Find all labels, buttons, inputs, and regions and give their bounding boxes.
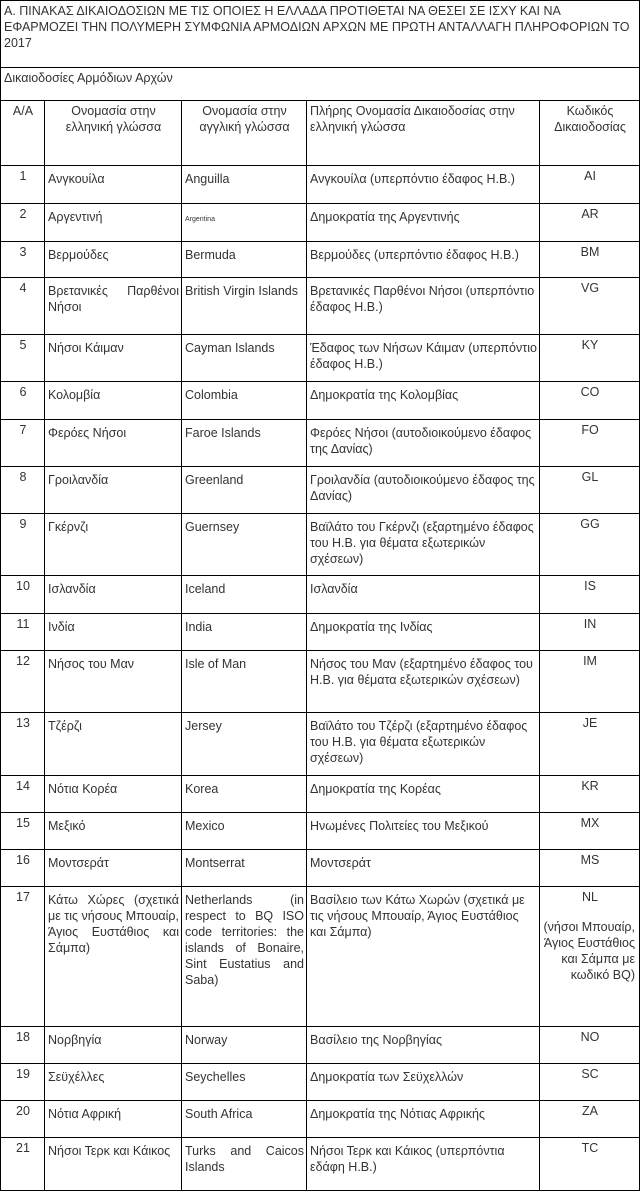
row-code [540,614,640,651]
row-full-name-text: Δημοκρατία της Ινδίας [310,620,433,634]
row-greek-name [45,514,182,576]
row-code-text: IS [584,579,596,593]
row-full-name [307,651,540,713]
row-code [540,713,640,776]
table-row [1,614,640,651]
row-full-name-text: Βαϊλάτο του Γκέρνζι (εξαρτημένο έδαφος του Η.Β. για θέματα εξωτερικών σχέσεων) [310,520,534,566]
row-greek-name [45,813,182,850]
row-greek-name-text: Νορβηγία [48,1033,102,1047]
row-english-name [182,887,307,1027]
row-english-name-text: Faroe Islands [185,426,261,440]
row-english-name-text: Greenland [185,473,244,487]
row-english-name-text: Argentina [185,216,215,223]
row-num-text: 8 [19,470,27,484]
row-english-name [182,420,307,467]
row-greek-name [45,242,182,278]
row-full-name [307,614,540,651]
row-full-name [307,1101,540,1138]
row-code-text: FO [581,423,599,437]
row-english-name-text: British Virgin Islands [185,284,299,298]
row-full-name [307,887,540,1027]
row-num [1,166,45,204]
row-code [540,278,640,335]
row-greek-name [45,776,182,813]
row-num-text: 12 [16,654,30,668]
row-num-text: 17 [16,890,30,904]
row-full-name-text: Δημοκρατία της Νότιας Αφρικής [310,1107,485,1121]
row-code-text: SC [581,1067,599,1081]
row-english-name [182,576,307,614]
row-english-name [182,335,307,382]
row-num-text: 3 [19,245,27,259]
row-english-name-text: Jersey [185,719,222,733]
row-greek-name [45,382,182,420]
row-greek-name-text: Φερόες Νήσοι [48,426,127,440]
header-english-name: Ονομασία στην αγγλική γλώσσα [182,101,307,166]
row-english-name [182,651,307,713]
row-full-name-text: Μοντσεράτ [310,856,371,870]
row-full-name [307,1138,540,1191]
row-full-name-text: Δημοκρατία της Κορέας [310,782,441,796]
row-full-name-text: Ηνωμένες Πολιτείες του Μεξικού [310,819,489,833]
row-code [540,850,640,887]
row-full-name [307,776,540,813]
row-code-text: KR [581,779,599,793]
row-full-name [307,813,540,850]
row-code [540,335,640,382]
row-full-name-text: Βρετανικές Παρθένοι Νήσοι (υπερπόντιο έδαφος Η.Β.) [310,284,535,314]
row-greek-name-text: Αργεντινή [48,210,103,224]
header-greek-name: Ονομασία στην ελληνική γλώσσα [45,101,182,166]
row-code [540,242,640,278]
row-full-name-text: Βαϊλάτο του Τζέρζι (εξαρτημένο έδαφος του Η.Β. για θέματα εξωτερικών σχέσεων) [310,719,528,765]
row-full-name [307,1064,540,1101]
row-code-text: VG [580,281,600,295]
row-num [1,335,45,382]
row-full-name [307,1027,540,1064]
row-full-name [307,242,540,278]
row-num-text: 9 [19,517,27,531]
row-num [1,242,45,278]
row-code [540,887,640,1027]
row-full-name [307,204,540,242]
row-code-text: MX [580,816,600,830]
row-greek-name [45,887,182,1027]
table-row [1,204,640,242]
row-code-text: NO [580,1030,600,1044]
row-full-name-text: Βερμούδες (υπερπόντιο έδαφος Η.Β.) [310,248,519,262]
row-num [1,420,45,467]
row-greek-name-text: Γροιλανδία [48,473,109,487]
row-english-name-text: Netherlands (in respect to BQ ISO code territories: the islands of Bonaire, Sint Eustatius and Saba) [185,893,304,987]
row-greek-name [45,651,182,713]
row-greek-name [45,1101,182,1138]
subtitle-row [1,68,640,101]
row-english-name [182,1064,307,1101]
row-full-name-text: Βασίλειο των Κάτω Χωρών (σχετικά με τις νήσους Μπουαίρ, Άγιος Ευστάθιος και Σάμπα) [310,893,525,939]
row-code-text: JE [582,716,598,730]
row-num-text: 7 [19,423,27,437]
table-row [1,278,640,335]
header-full-name: Πλήρης Ονομασία Δικαιοδοσίας στην ελληνική γλώσσα [307,101,540,166]
row-code-text: MS [580,853,600,867]
row-num-text: 4 [19,281,27,295]
row-english-name-text: Cayman Islands [185,341,275,355]
row-greek-name-text: Νήσοι Κάιμαν [48,341,124,355]
row-code-text: KY [581,338,599,352]
row-english-name-text: Mexico [185,819,225,833]
row-num-text: 14 [16,779,30,793]
document-title: Α. ΠΙΝΑΚΑΣ ΔΙΚΑΙΟΔΟΣΙΩΝ ΜΕ ΤΙΣ ΟΠΟΙΕΣ Η ΕΛΛΑΔΑ ΠΡΟΤΙΘΕΤΑΙ ΝΑ ΘΕΣΕΙ ΣΕ ΙΣΧΥ ΚΑΙ ΝΑ ΕΦΑΡΜΟΖΕΙ ΤΗΝ ΠΟΛΥΜΕΡΗ ΣΥΜΦΩΝΙΑ ΑΡΜΟΔΙΩΝ ΑΡΧΩΝ ΜΕ ΠΡΩΤΗ ΑΝΤΑΛΛΑΓΗ ΠΛΗΡΟΦΟΡΙΩΝ ΤΟ 2017 [1,1,640,68]
row-english-name-text: Iceland [185,582,226,596]
row-english-name [182,776,307,813]
row-num [1,614,45,651]
row-english-name [182,204,307,242]
row-english-name-text: Anguilla [185,172,230,186]
row-code-text: AR [581,207,599,221]
row-num [1,651,45,713]
row-num-text: 13 [16,716,30,730]
row-english-name [182,166,307,204]
header-code: Κωδικός Δικαιοδοσίας [540,101,640,166]
row-num [1,1101,45,1138]
row-greek-name-text: Μεξικό [48,819,86,833]
row-english-name-text: Korea [185,782,219,796]
table-row [1,813,640,850]
row-num [1,204,45,242]
row-num-text: 15 [16,816,30,830]
row-code [540,204,640,242]
row-code [540,514,640,576]
row-full-name-text: Ισλανδία [310,582,358,596]
row-num-text: 2 [19,207,27,221]
row-code-text: NL [582,890,598,904]
row-greek-name [45,335,182,382]
row-english-name [182,242,307,278]
row-full-name [307,713,540,776]
row-greek-name [45,278,182,335]
row-code [540,776,640,813]
row-english-name-text: Guernsey [185,520,240,534]
row-num [1,713,45,776]
row-full-name-text: Νήσοι Τερκ και Κάικος (υπερπόντια εδάφη Η.Β.) [310,1144,505,1174]
row-num-text: 18 [16,1030,30,1044]
row-code [540,382,640,420]
row-full-name [307,278,540,335]
row-num [1,382,45,420]
row-english-name [182,1101,307,1138]
row-english-name-text: Turks and Caicos Islands [185,1144,304,1174]
table-row [1,242,640,278]
row-num [1,467,45,514]
row-greek-name [45,166,182,204]
table-row [1,576,640,614]
table-row [1,1027,640,1064]
row-full-name-text: Βασίλειο της Νορβηγίας [310,1033,442,1047]
row-greek-name [45,1027,182,1064]
row-code [540,1064,640,1101]
row-code-text: GG [580,517,600,531]
row-greek-name-text: Ισλανδία [48,582,96,596]
row-full-name [307,467,540,514]
row-greek-name [45,1138,182,1191]
row-greek-name-text: Βρετανικές Παρθένοι Νήσοι [48,284,179,314]
row-full-name-text: Ανγκουίλα (υπερπόντιο έδαφος Η.Β.) [310,172,515,186]
row-greek-name [45,850,182,887]
row-full-name-text: Δημοκρατία της Κολομβίας [310,388,459,402]
row-english-name [182,514,307,576]
row-english-name [182,382,307,420]
row-english-name-text: Isle of Man [185,657,247,671]
row-full-name [307,420,540,467]
row-num-text: 1 [19,169,27,183]
row-english-name-text: South Africa [185,1107,253,1121]
table-row [1,651,640,713]
row-full-name [307,514,540,576]
row-greek-name [45,204,182,242]
table-row [1,887,640,1027]
table-subtitle: Δικαιοδοσίες Αρμόδιων Αρχών [1,68,640,101]
row-num [1,887,45,1027]
table-row [1,1064,640,1101]
table-row [1,467,640,514]
row-num [1,1027,45,1064]
row-code-text: CO [580,385,600,399]
row-greek-name-text: Τζέρζι [48,719,82,733]
row-num [1,278,45,335]
row-num-text: 11 [16,617,30,631]
row-full-name [307,335,540,382]
row-num-text: 20 [16,1104,30,1118]
row-num [1,576,45,614]
row-english-name [182,813,307,850]
row-full-name-text: Φερόες Νήσοι (αυτοδιοικούμενο έδαφος της Δανίας) [310,426,532,456]
row-greek-name [45,614,182,651]
row-english-name [182,467,307,514]
row-code-text: BM [580,245,600,259]
row-english-name-text: Colombia [185,388,238,402]
row-num [1,813,45,850]
row-english-name [182,614,307,651]
row-english-name-text: Norway [185,1033,228,1047]
row-greek-name [45,576,182,614]
row-greek-name-text: Ινδία [48,620,75,634]
row-num [1,514,45,576]
row-full-name [307,166,540,204]
row-code [540,1101,640,1138]
row-english-name-text: Seychelles [185,1070,246,1084]
row-full-name-text: Δημοκρατία της Αργεντινής [310,210,460,224]
row-code-note: (νήσοι Μπουαίρ, Άγιος Ευστάθιος και Σάμπα με κωδικό BQ) [543,920,636,982]
row-greek-name-text: Νότια Αφρική [48,1107,122,1121]
table-row [1,420,640,467]
row-code [540,467,640,514]
row-greek-name-text: Ανγκουίλα [48,172,105,186]
row-english-name-text: Montserrat [185,856,245,870]
row-greek-name [45,420,182,467]
row-code [540,576,640,614]
row-greek-name [45,1064,182,1101]
row-code [540,651,640,713]
table-row [1,335,640,382]
row-greek-name-text: Μοντσεράτ [48,856,109,870]
row-greek-name-text: Γκέρνζι [48,520,89,534]
header-row [1,101,640,166]
row-greek-name-text: Κάτω Χώρες (σχετικά με τις νήσους Μπουαίρ, Άγιος Ευστάθιος και Σάμπα) [48,893,179,955]
row-code-text: TC [581,1141,599,1155]
row-code-text: IN [583,617,597,631]
row-greek-name [45,713,182,776]
row-english-name [182,850,307,887]
row-greek-name-text: Κολομβία [48,388,101,402]
row-full-name-text: Έδαφος των Νήσων Κάιμαν (υπερπόντιο έδαφος Η.Β.) [310,341,537,371]
row-full-name-text: Γροιλανδία (αυτοδιοικούμενο έδαφος της Δανίας) [310,473,535,503]
row-code-text: GL [581,470,599,484]
row-num-text: 6 [19,385,27,399]
row-greek-name [45,467,182,514]
row-greek-name-text: Νότια Κορέα [48,782,118,796]
row-num-text: 5 [19,338,27,352]
row-num [1,850,45,887]
row-code [540,166,640,204]
row-code-text: ZA [582,1104,598,1118]
row-num-text: 10 [16,579,30,593]
row-num [1,776,45,813]
table-row [1,166,640,204]
row-greek-name-text: Βερμούδες [48,248,109,262]
row-code [540,1027,640,1064]
table-row [1,382,640,420]
row-full-name-text: Δημοκρατία των Σεϋχελλών [310,1070,464,1084]
row-english-name [182,1138,307,1191]
row-full-name [307,850,540,887]
header-num: Α/Α [1,101,45,166]
table-row [1,713,640,776]
row-num [1,1064,45,1101]
title-row [1,1,640,68]
row-num-text: 21 [16,1141,30,1155]
row-code [540,420,640,467]
row-code [540,1138,640,1191]
table-row [1,776,640,813]
row-num-text: 19 [16,1067,30,1081]
row-english-name-text: Bermuda [185,248,236,262]
row-greek-name-text: Σεϋχέλλες [48,1070,105,1084]
row-full-name [307,576,540,614]
row-code-text: AI [584,169,596,183]
row-english-name-text: India [185,620,213,634]
row-english-name [182,278,307,335]
row-english-name [182,1027,307,1064]
table-row [1,514,640,576]
table-row [1,850,640,887]
row-greek-name-text: Νήσοι Τερκ και Κάικος [48,1144,171,1158]
row-code [540,813,640,850]
row-full-name-text: Νήσος του Μαν (εξαρτημένο έδαφος του Η.Β. για θέματα εξωτερικών σχέσεων) [310,657,533,687]
row-num-text: 16 [16,853,30,867]
row-code-text: IM [583,654,597,668]
row-english-name [182,713,307,776]
table-row [1,1101,640,1138]
row-greek-name-text: Νήσος του Μαν [48,657,135,671]
row-full-name [307,382,540,420]
row-num [1,1138,45,1191]
table-row [1,1138,640,1191]
